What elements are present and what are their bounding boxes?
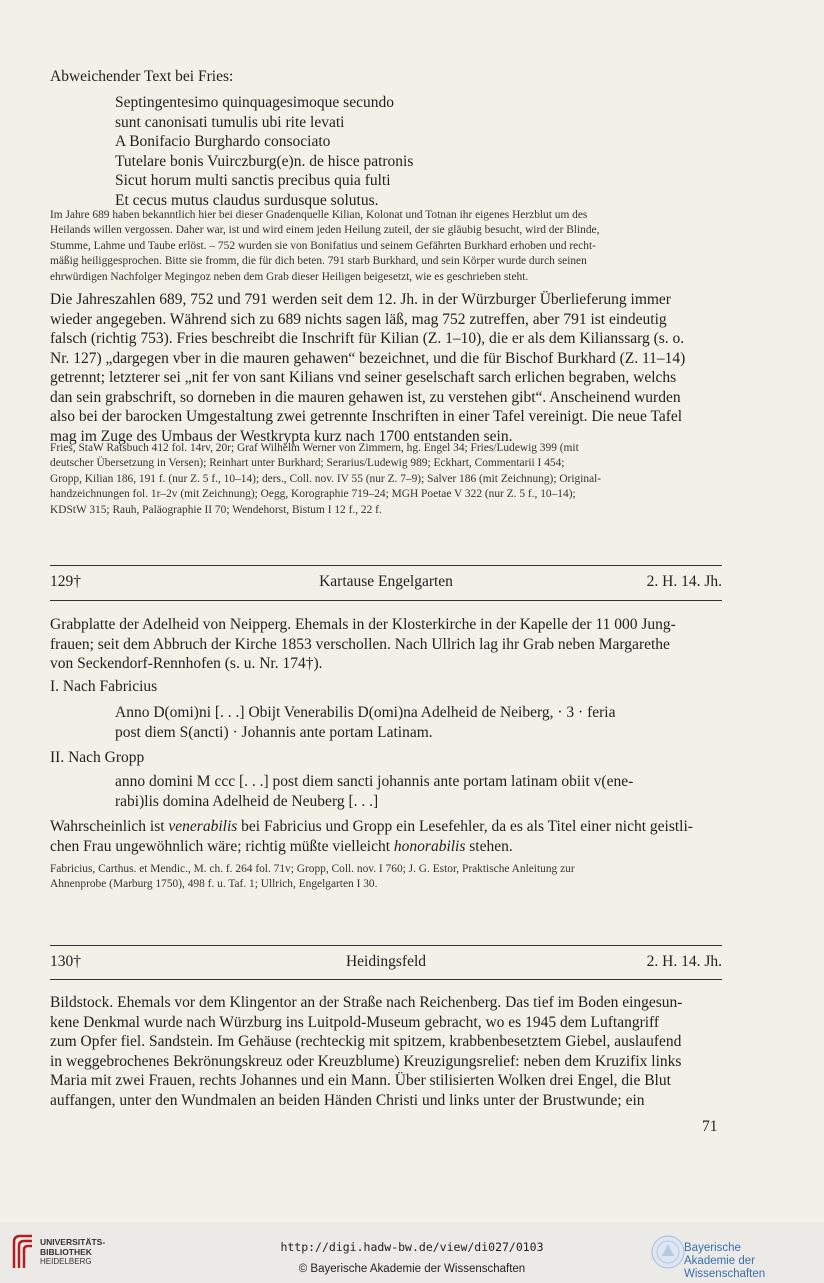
note-italic: venerabilis [168, 818, 238, 835]
library-name-line: BIBLIOTHEK [40, 1246, 92, 1257]
intro-label: Abweichender Text bei Fries: [50, 68, 234, 85]
reference-line: handzeichnungen fol. 1r–2v (mit Zeichnung); Oegg, Korographie 719–24; MGH Poetae V 322 (nur Z. 5 f., 10–14); [50, 488, 576, 501]
description-line: auffangen, unter den Wundmalen an beiden Händen Christi und links unter der Brustwunde; ein [50, 1091, 645, 1109]
commentary-line: Die Jahreszahlen 689, 752 und 791 werden seit dem 12. Jh. in der Würzburger Überlieferung immer [50, 291, 671, 308]
note-line [50, 837, 722, 857]
url-link[interactable]: http://digi.hadw-bw.de/view/di027/0103 [280, 1240, 544, 1254]
commentary-line: mag im Zuge des Umbaus der Westkrypta kurz nach 1700 entstanden sein. [50, 427, 513, 445]
inscription-text [115, 772, 715, 811]
inscription-line: rabi)lis domina Adelheid de Neuberg [. . .] [115, 792, 379, 810]
academy-name-line: Bayerische [684, 1242, 741, 1254]
entry-description [50, 615, 722, 674]
verse-line: sunt canonisati tumulis ubi rite levati [115, 113, 345, 131]
description-line: zum Opfer fiel. Sandstein. Im Gehäuse (rechteckig mit spitzem, krabbenbesetztem Giebel, auslaufend [50, 1033, 682, 1050]
entry-date: 2. H. 14. Jh. [646, 573, 722, 590]
latin-verse [115, 93, 675, 210]
entry-date: 2. H. 14. Jh. [646, 953, 722, 970]
verse-line: Septingentesimo quinquagesimoque secundo [115, 94, 394, 111]
entry-header [50, 573, 722, 593]
references [50, 862, 722, 893]
inscription-line: Anno D(omi)ni [. . .] Obijt Venerabilis D(omi)na Adelheid de Neiberg, · 3 · feria [115, 704, 616, 721]
description-line: in weggebrochenes Bekrönungskreuz oder Kreuzblume) Kreuzigungsrelief: neben dem Kruzifix links [50, 1052, 682, 1070]
note-text: stehen. [465, 837, 513, 855]
entry-number: 130† [50, 953, 81, 970]
note-italic: honorabilis [393, 837, 466, 855]
note-line [50, 817, 722, 837]
page-number: 71 [702, 1118, 718, 1135]
commentary-line: falsch (richtig 753). Fries beschreibt die Inschrift für Kilian (Z. 1–10), die er als dem Kilianssarg (s. o. [50, 330, 685, 347]
inscription-line: post diem S(ancti) · Johannis ante portam Latinam. [115, 723, 433, 741]
commentary-line: dan sein grabschrift, so dorneben in die mauren gehawen ist, zu verstehen gibt“. Anscheinend wurden [50, 388, 681, 406]
translation-line: ehrwürdigen Nachfolger Megingoz neben dem Grab dieser Heiligen beigesetzt, wie es geschrieben steht. [50, 270, 529, 283]
entry-place: Kartause Engelgarten [319, 573, 453, 590]
entry-note [50, 817, 722, 856]
reference-line: Ahnenprobe (Marburg 1750), 498 f. u. Taf. 1; Ullrich, Engelgarten I 30. [50, 878, 378, 891]
reference-line: deutscher Übersetzung in Versen); Reinhart unter Burkhard; Serarius/Ludewig 989; Eckhart, Commentarii I 454; [50, 457, 565, 470]
description-line: Grabplatte der Adelheid von Neipperg. Ehemals in der Klosterkirche in der Kapelle der 11 000 Jung- [50, 616, 676, 633]
verse-line: A Bonifacio Burghardo consociato [115, 133, 331, 150]
source-label: II. Nach Gropp [50, 749, 145, 766]
divider [50, 979, 722, 980]
translation-line: Heilands willen vergossen. Daher war, ist und wird einem jeden Heilung zuteil, der sie gläubig besucht, wird der Blinde, [50, 224, 600, 237]
reference-line: Gropp, Kilian 186, 191 f. (nur Z. 5 f., 10–14); ders., Coll. nov. IV 55 (nur Z. 7–9); Salver 186 (mit Zeichnung); Original- [50, 472, 602, 485]
entry-description [50, 993, 722, 1110]
translation-line: Stumme, Lahme und Taube erlöst. – 752 wurden sie von Bonifatius und seinem Gefährten Burkhard erhoben und recht- [50, 239, 596, 252]
description-line: Maria mit zwei Frauen, rechts Johannes und ein Mann. Über stilisierten Wolken drei Engel, die Blut [50, 1072, 671, 1089]
entry-number: 129† [50, 573, 81, 590]
commentary [50, 290, 722, 446]
library-name-line: UNIVERSITÄTS- [40, 1237, 106, 1247]
reference-line: KDStW 315; Rauh, Paläographie II 70; Wendehorst, Bistum I 12 f., 22 f. [50, 503, 382, 516]
note-text: chen Frau ungewöhnlich wäre; richtig müßte vielleicht [50, 837, 394, 855]
verse-line: Sicut horum multi sanctis precibus quia fulti [115, 172, 391, 189]
reference-line: Fabricius, Carthus. et Mendic., M. ch. f. 264 fol. 71v; Gropp, Coll. nov. I 760; J. G. Estor, Praktische Anleitung zur [50, 863, 575, 875]
verse-line: Tutelare bonis Vuirczburg(e)n. de hisce patronis [115, 152, 414, 170]
academy-name [684, 1242, 824, 1281]
description-line: frauen; seit dem Abbruch der Kirche 1853 verschollen. Nach Ullrich lag ihr Grab neben Margarethe [50, 635, 670, 653]
commentary-line: wieder angegeben. Während sich zu 689 nichts sagen läß, mag 752 zutreffen, aber 791 ist eindeutig [50, 310, 667, 328]
divider [50, 945, 722, 946]
reference-line: Fries, StaW Ratsbuch 412 fol. 14rv, 20r; Graf Wilhelm Werner von Zimmern, hg. Engel 34; Fries/Ludewig 399 (mit [50, 442, 579, 454]
academy-name-line: Akademie der Wissenschaften [684, 1255, 766, 1280]
description-line: Bildstock. Ehemals vor dem Klingentor an der Straße nach Reichenberg. Das tief im Boden eingesun- [50, 994, 683, 1011]
divider [50, 600, 722, 601]
commentary-line: getrennt; letzterer sei „nit fer von sant Kilians vnd seiner geselschaft sarch erlichen begraben, welchs [50, 369, 677, 386]
copyright: © Bayerische Akademie der Wissenschaften [298, 1263, 526, 1275]
verse-line: Et cecus mutus claudus surdusque solutus. [115, 191, 379, 209]
commentary-line: Nr. 127) „dargegen vber in die mauren gehawen“ bezeichnet, und die für Bischof Burkhard (Z. 11–14) [50, 349, 686, 367]
source-label: I. Nach Fabricius [50, 678, 158, 695]
academy-seal-icon [650, 1234, 686, 1270]
note-text: Wahrscheinlich ist [50, 818, 169, 835]
references [50, 441, 722, 518]
note-text: bei Fabricius und Gropp ein Lesefehler, da es als Titel einer nicht geistli- [237, 818, 693, 835]
description-line: von Seckendorf-Rennhofen (s. u. Nr. 174†). [50, 655, 323, 672]
description-line: kene Denkmal wurde nach Würzburg ins Luitpold-Museum gebracht, wo es 1945 dem Luftangriff [50, 1013, 660, 1031]
divider [50, 565, 722, 566]
entry-header [50, 953, 722, 973]
inscription-text [115, 703, 715, 742]
translation [50, 208, 722, 285]
viewer-footer [0, 1222, 824, 1283]
library-name-line: HEIDELBERG [40, 1257, 92, 1266]
translation-line: mäßig heiliggesprochen. Bitte sie fromm, die für dich beten. 791 starb Burkhard, und sein Körper wurde durch seinen [50, 255, 587, 268]
inscription-line: anno domini M ccc [. . .] post diem sancti johannis ante portam latinam obiit v(ene- [115, 773, 634, 790]
commentary-line: also bei der barocken Umgestaltung zwei getrennte Inschriften in einer Tafel vereinigt. Die neue Tafel [50, 408, 683, 425]
translation-line: Im Jahre 689 haben bekanntlich hier bei dieser Gnadenquelle Kilian, Kolonat und Totnan ihr eigenes Herzblut um des [50, 209, 588, 221]
entry-place: Heidingsfeld [345, 953, 427, 970]
